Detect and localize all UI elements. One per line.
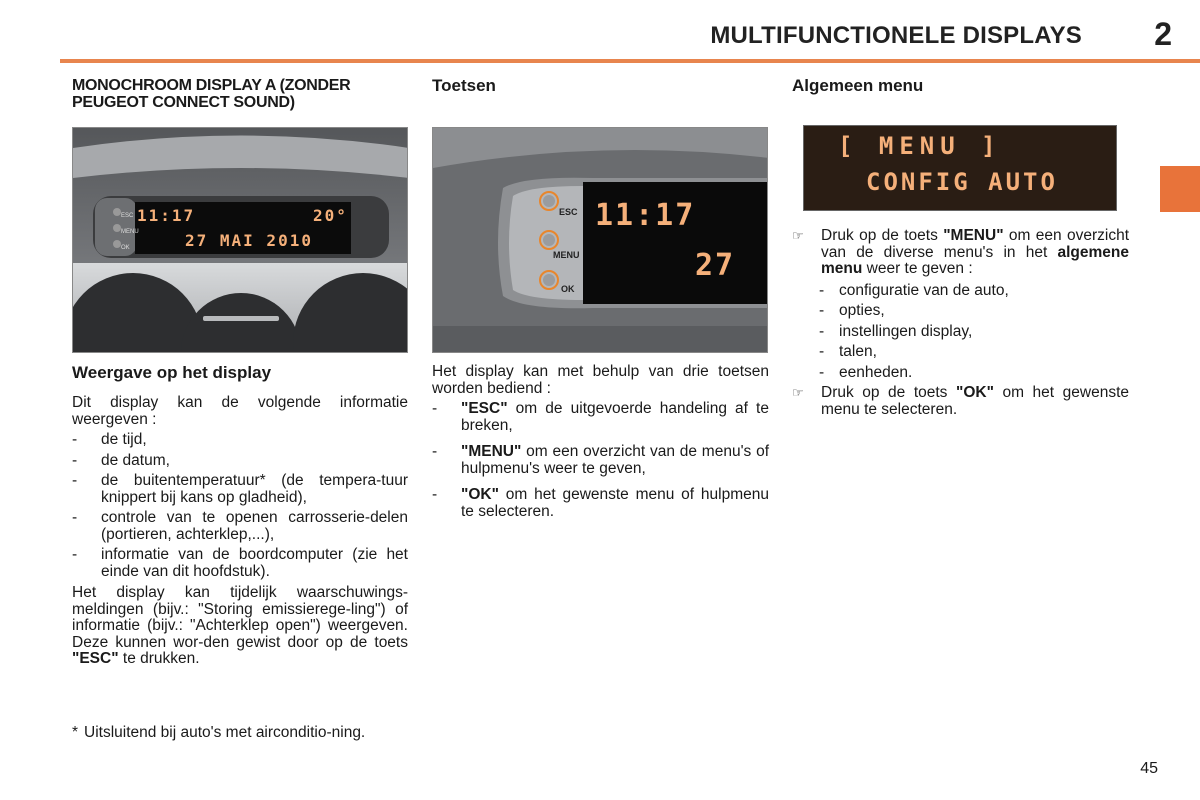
menu-list-item: - talen, <box>819 344 1129 361</box>
esc-key: "ESC" <box>461 400 508 417</box>
warning-text: Het display kan tijdelijk waarschuwings-meldingen (bijv.: "Storing emissierege-ling") of informatie (bijv.: "Achterklep open") weergeven. Deze kunnen wor-den gewist door op de toets <box>72 584 408 651</box>
photo-ok-label: OK <box>121 245 130 251</box>
column-monochrome-display <box>72 77 408 111</box>
instruction-text: om het gewenste menu te selecteren. <box>821 384 1129 418</box>
instruction-text: Druk op de toets <box>821 227 938 244</box>
section-heading-monochrome: MONOCHROOM DISPLAY A (ZONDER PEUGEOT CONNECT SOUND) <box>72 77 351 111</box>
instruction-menu <box>792 228 1129 278</box>
list-item-menu <box>432 444 769 477</box>
list-item-ok <box>432 487 769 520</box>
lcd-time: 11:17 <box>137 206 196 225</box>
menu-key: "MENU" <box>943 227 1004 244</box>
esc-button-label: ESC <box>559 207 578 217</box>
header-rule <box>60 59 1200 63</box>
dashboard-display-photo <box>72 127 408 353</box>
esc-key-label: "ESC" <box>72 650 119 667</box>
menu-instructions-2 <box>792 385 1129 418</box>
menu-items-list <box>819 283 1129 382</box>
menu-list-item: - opties, <box>819 303 1129 320</box>
esc-description: om de uitgevoerde handeling af te breken, <box>461 400 769 434</box>
list-item: - de buitentemperatuur* (de tempera-tuur knippert bij kans op gladheid), <box>72 473 408 506</box>
chapter-side-tab <box>1160 166 1200 212</box>
buttons-intro: Het display kan met behulp van drie toetsen worden bediend : <box>432 363 769 397</box>
menu-display-photo <box>803 125 1117 211</box>
instruction-text: weer te geven : <box>866 260 973 277</box>
instruction-ok <box>792 385 1129 418</box>
chapter-number: 2 <box>1154 16 1172 52</box>
lcd-temperature: 20° <box>313 206 348 225</box>
menu-key: "MENU" <box>461 443 522 460</box>
ok-description: om het gewenste menu of hulpmenu te selecteren. <box>461 486 769 520</box>
general-menu-term: algemene menu <box>821 243 1129 277</box>
warning-text-end: te drukken. <box>122 650 200 667</box>
column-buttons-body <box>432 364 769 520</box>
photo-button-labels <box>121 208 139 256</box>
menu-list-item: - configuratie van de auto, <box>819 283 1129 300</box>
buttons-display-photo <box>432 127 768 353</box>
instruction-text: om een overzicht van de diverse menu's in het <box>821 227 1130 261</box>
list-item: - informatie van de boordcomputer (zie het einde van dit hoofdstuk). <box>72 547 408 580</box>
list-item: - controle van te openen carrosserie-delen (portieren, achterklep,...), <box>72 510 408 543</box>
column-buttons <box>432 77 769 95</box>
list-item: - de tijd, <box>72 432 408 449</box>
menu-list-item: - eenheden. <box>819 365 1129 382</box>
menu-list-item: - instellingen display, <box>819 324 1129 341</box>
section-heading-general-menu: Algemeen menu <box>792 76 924 95</box>
column-general-menu-body <box>792 228 1129 418</box>
lcd-date: 27 MAI 2010 <box>185 231 313 250</box>
warning-paragraph <box>72 585 408 668</box>
lcd-value-large: 27 <box>695 248 736 283</box>
instruction-text: Druk op de toets <box>821 384 948 401</box>
chapter-title: MULTIFUNCTIONELE DISPLAYS <box>710 22 1082 49</box>
buttons-list <box>432 401 769 520</box>
page-number: 45 <box>1140 760 1158 777</box>
list-item-esc <box>432 401 769 434</box>
display-info-list <box>72 432 408 580</box>
section-heading-buttons: Toetsen <box>432 76 496 95</box>
photo-menu-label: MENU <box>121 229 139 235</box>
footnote-text: Uitsluitend bij auto's met airconditio-ning. <box>84 724 366 741</box>
ok-key: "OK" <box>955 384 994 401</box>
lcd-menu-line: [ MENU ] <box>838 132 1002 160</box>
intro-text: Dit display kan de volgende informatie weergeven : <box>72 394 408 428</box>
column-monochrome-body <box>72 363 408 668</box>
pointing-hand-icon: ☞ <box>792 228 804 243</box>
buttons-illustration <box>433 128 768 353</box>
list-item: - de datum, <box>72 453 408 470</box>
footnote <box>72 725 408 742</box>
subheading-display: Weergave op het display <box>72 363 272 382</box>
menu-button-label: MENU <box>553 250 580 260</box>
column-general-menu <box>792 77 1129 95</box>
photo-esc-label: ESC <box>121 213 134 219</box>
menu-description: om een overzicht van de menu's of hulpmenu's weer te geven, <box>461 443 769 477</box>
pointing-hand-icon: ☞ <box>792 385 804 400</box>
ok-button-label: OK <box>561 284 575 294</box>
menu-instructions <box>792 228 1129 278</box>
ok-key: "OK" <box>461 486 499 503</box>
footnote-mark: * <box>72 724 79 741</box>
lcd-time-large: 11:17 <box>595 198 696 233</box>
lcd-config-line: CONFIG AUTO <box>866 168 1058 196</box>
